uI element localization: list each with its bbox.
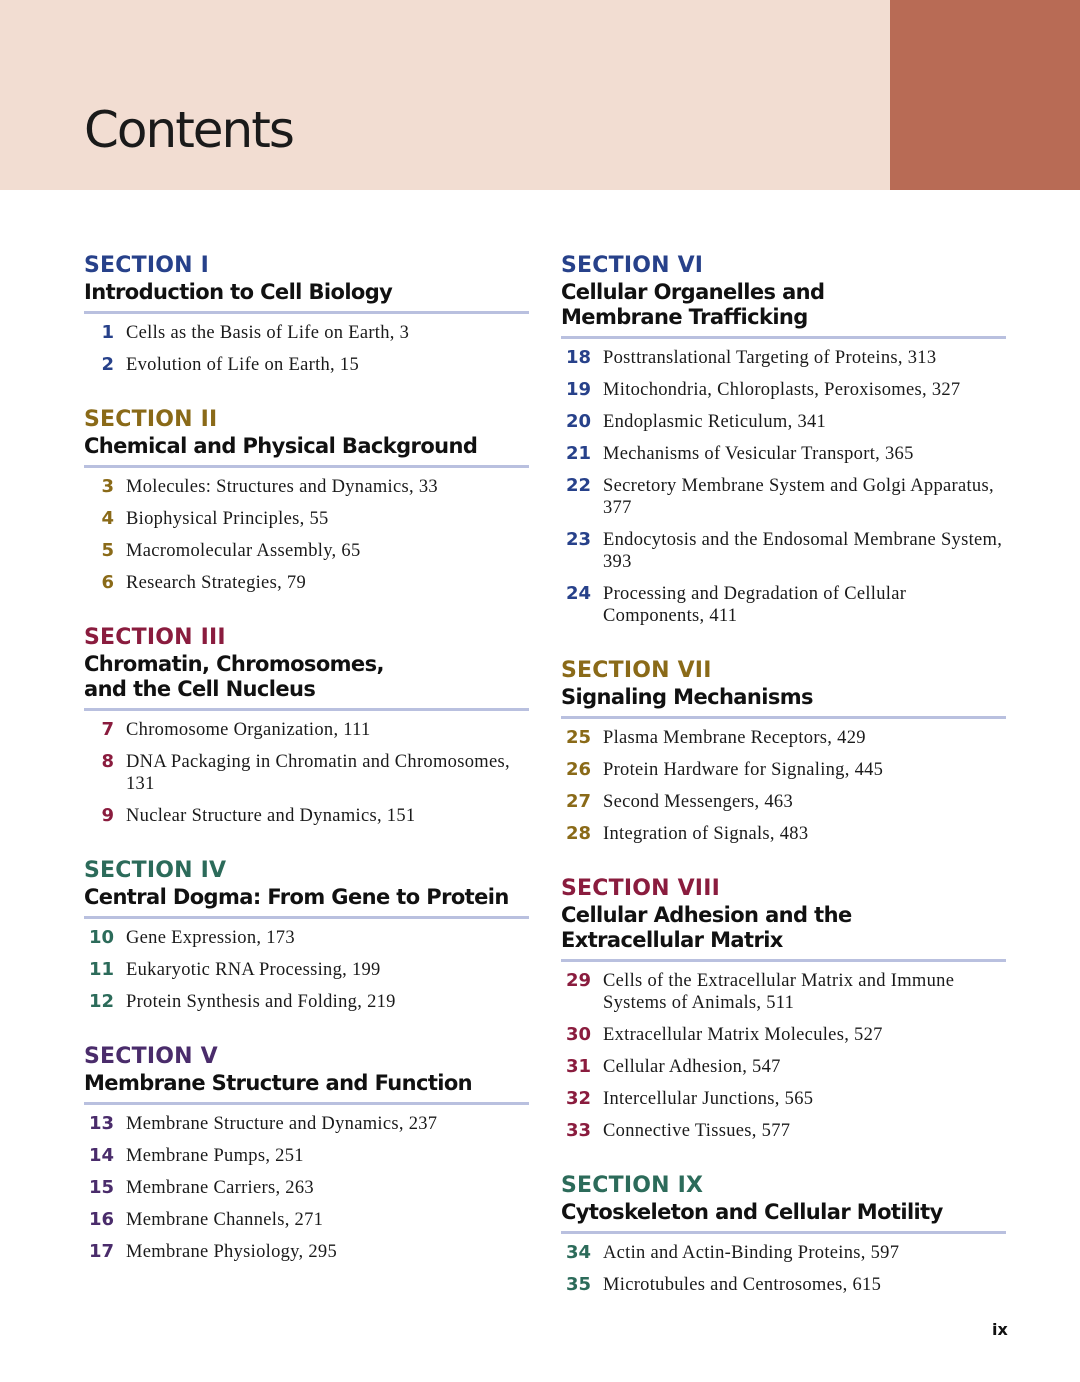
chapter-title: DNA Packaging in Chromatin and Chromosomes, 131 [126, 752, 510, 794]
section-label: SECTION VI [561, 253, 704, 278]
chapter-entry [561, 823, 1006, 845]
section-label: SECTION VII [561, 658, 712, 683]
chapter-title: Biophysical Principles, 55 [126, 509, 329, 529]
chapter-title: Second Messengers, 463 [603, 792, 794, 812]
chapter-entry [561, 583, 1006, 627]
chapter-list [561, 1242, 1006, 1296]
chapter-entry [84, 1113, 529, 1135]
chapter-entry [84, 1241, 529, 1263]
section-title: Chromatin, Chromosomes, and the Cell Nucleus [84, 652, 384, 701]
chapter-number: 14 [88, 1145, 114, 1166]
chapter-entry [84, 719, 529, 741]
chapter-title: Cells of the Extracellular Matrix and Immune Systems of Animals, 511 [603, 971, 955, 1013]
chapter-list [84, 719, 529, 827]
chapter-entry [561, 1274, 1006, 1296]
chapter-number: 7 [101, 719, 114, 740]
chapter-title: Extracellular Matrix Molecules, 527 [603, 1025, 883, 1045]
section-divider [561, 336, 1006, 339]
chapter-entry [561, 759, 1006, 781]
chapter-number: 23 [565, 529, 591, 550]
chapter-entry [84, 1209, 529, 1231]
chapter-list [561, 347, 1006, 627]
chapter-entry [84, 805, 529, 827]
chapter-title: Eukaryotic RNA Processing, 199 [126, 960, 381, 980]
section-label: SECTION II [84, 407, 218, 432]
chapter-title: Endoplasmic Reticulum, 341 [603, 412, 827, 432]
chapter-title: Protein Synthesis and Folding, 219 [126, 992, 396, 1012]
chapter-number: 15 [88, 1177, 114, 1198]
chapter-number: 26 [565, 759, 591, 780]
chapter-list [84, 476, 529, 594]
chapter-entry [561, 1120, 1006, 1142]
chapter-title: Membrane Carriers, 263 [126, 1178, 314, 1198]
chapter-number: 3 [101, 476, 114, 497]
chapter-number: 27 [565, 791, 591, 812]
chapter-list [84, 322, 529, 376]
section-label: SECTION VIII [561, 876, 720, 901]
chapter-number: 29 [565, 970, 591, 991]
chapter-number: 21 [565, 443, 591, 464]
chapter-title: Membrane Physiology, 295 [126, 1242, 338, 1262]
chapter-number: 31 [565, 1056, 591, 1077]
section-divider [84, 465, 529, 468]
chapter-number: 12 [88, 991, 114, 1012]
section-label: SECTION I [84, 253, 209, 278]
chapter-title: Cellular Adhesion, 547 [603, 1057, 781, 1077]
chapter-number: 33 [565, 1120, 591, 1141]
chapter-title: Cells as the Basis of Life on Earth, 3 [126, 323, 410, 343]
chapter-number: 22 [565, 475, 591, 496]
section-label: SECTION III [84, 625, 226, 650]
chapter-list [84, 1113, 529, 1263]
chapter-title: Secretory Membrane System and Golgi Apparatus, 377 [603, 476, 994, 518]
section-divider [561, 1231, 1006, 1234]
section-title: Membrane Structure and Function [84, 1071, 473, 1095]
chapter-title: Nuclear Structure and Dynamics, 151 [126, 806, 416, 826]
chapter-entry [561, 1056, 1006, 1078]
section-title: Signaling Mechanisms [561, 685, 813, 709]
section-divider [84, 708, 529, 711]
chapter-title: Molecules: Structures and Dynamics, 33 [126, 477, 438, 497]
toc-section [561, 657, 1006, 845]
chapter-number: 11 [88, 959, 114, 980]
chapter-number: 8 [101, 751, 114, 772]
chapter-list [561, 727, 1006, 845]
chapter-title: Connective Tissues, 577 [603, 1121, 791, 1141]
page-title: Contents [84, 101, 293, 159]
section-title: Chemical and Physical Background [84, 434, 478, 458]
chapter-entry [84, 540, 529, 562]
section-divider [84, 1102, 529, 1105]
chapter-number: 32 [565, 1088, 591, 1109]
chapter-number: 9 [101, 805, 114, 826]
chapter-number: 6 [101, 572, 114, 593]
chapter-entry [84, 1177, 529, 1199]
toc-section [561, 875, 1006, 1142]
header-accent-block [890, 0, 1080, 190]
left-column [84, 252, 529, 1293]
toc-section [561, 1172, 1006, 1296]
chapter-list [84, 927, 529, 1013]
chapter-title: Mitochondria, Chloroplasts, Peroxisomes, 327 [603, 380, 961, 400]
chapter-entry [561, 475, 1006, 519]
chapter-title: Evolution of Life on Earth, 15 [126, 355, 360, 375]
chapter-entry [84, 991, 529, 1013]
chapter-title: Membrane Structure and Dynamics, 237 [126, 1114, 438, 1134]
chapter-number: 18 [565, 347, 591, 368]
chapter-entry [84, 1145, 529, 1167]
chapter-title: Posttranslational Targeting of Proteins, 313 [603, 348, 937, 368]
chapter-entry [84, 508, 529, 530]
section-label: SECTION IX [561, 1173, 704, 1198]
section-title: Cellular Organelles and Membrane Trafficking [561, 280, 825, 329]
section-divider [561, 716, 1006, 719]
chapter-title: Membrane Pumps, 251 [126, 1146, 304, 1166]
chapter-title: Macromolecular Assembly, 65 [126, 541, 361, 561]
chapter-number: 17 [88, 1241, 114, 1262]
chapter-number: 16 [88, 1209, 114, 1230]
chapter-title: Mechanisms of Vesicular Transport, 365 [603, 444, 914, 464]
chapter-entry [561, 529, 1006, 573]
chapter-title: Membrane Channels, 271 [126, 1210, 324, 1230]
chapter-title: Protein Hardware for Signaling, 445 [603, 760, 884, 780]
chapter-title: Chromosome Organization, 111 [126, 720, 371, 740]
toc-section [84, 1043, 529, 1263]
chapter-title: Processing and Degradation of Cellular Components, 411 [603, 584, 907, 626]
section-title: Central Dogma: From Gene to Protein [84, 885, 509, 909]
chapter-entry [561, 1088, 1006, 1110]
chapter-entry [561, 727, 1006, 749]
chapter-entry [561, 379, 1006, 401]
chapter-title: Gene Expression, 173 [126, 928, 295, 948]
chapter-number: 30 [565, 1024, 591, 1045]
chapter-entry [561, 970, 1006, 1014]
chapter-number: 4 [101, 508, 114, 529]
chapter-entry [84, 572, 529, 594]
chapter-entry [561, 1242, 1006, 1264]
chapter-entry [84, 322, 529, 344]
chapter-entry [84, 959, 529, 981]
toc-section [84, 406, 529, 594]
chapter-title: Plasma Membrane Receptors, 429 [603, 728, 866, 748]
section-divider [84, 311, 529, 314]
toc-section [84, 624, 529, 827]
chapter-title: Research Strategies, 79 [126, 573, 307, 593]
chapter-number: 34 [565, 1242, 591, 1263]
toc-section [561, 252, 1006, 627]
section-title: Introduction to Cell Biology [84, 280, 393, 304]
toc-section [84, 252, 529, 376]
chapter-entry [84, 751, 529, 795]
section-title: Cytoskeleton and Cellular Motility [561, 1200, 943, 1224]
section-title: Cellular Adhesion and the Extracellular Matrix [561, 903, 852, 952]
chapter-title: Microtubules and Centrosomes, 615 [603, 1275, 882, 1295]
chapter-number: 20 [565, 411, 591, 432]
chapter-entry [561, 347, 1006, 369]
page-number: ix [992, 1320, 1008, 1339]
chapter-number: 19 [565, 379, 591, 400]
chapter-number: 25 [565, 727, 591, 748]
section-label: SECTION IV [84, 858, 227, 883]
right-column [561, 252, 1006, 1326]
chapter-title: Integration of Signals, 483 [603, 824, 809, 844]
section-label: SECTION V [84, 1044, 218, 1069]
section-divider [84, 916, 529, 919]
chapter-entry [84, 476, 529, 498]
chapter-number: 13 [88, 1113, 114, 1134]
toc-section [84, 857, 529, 1013]
chapter-title: Intercellular Junctions, 565 [603, 1089, 814, 1109]
chapter-number: 28 [565, 823, 591, 844]
chapter-number: 2 [101, 354, 114, 375]
chapter-number: 1 [101, 322, 114, 343]
chapter-list [561, 970, 1006, 1142]
chapter-number: 10 [88, 927, 114, 948]
chapter-entry [561, 791, 1006, 813]
chapter-entry [561, 411, 1006, 433]
chapter-number: 5 [101, 540, 114, 561]
chapter-entry [84, 354, 529, 376]
chapter-entry [561, 443, 1006, 465]
chapter-title: Actin and Actin-Binding Proteins, 597 [603, 1243, 900, 1263]
chapter-title: Endocytosis and the Endosomal Membrane System, 393 [603, 530, 1003, 572]
chapter-entry [84, 927, 529, 949]
chapter-entry [561, 1024, 1006, 1046]
chapter-number: 35 [565, 1274, 591, 1295]
chapter-number: 24 [565, 583, 591, 604]
section-divider [561, 959, 1006, 962]
